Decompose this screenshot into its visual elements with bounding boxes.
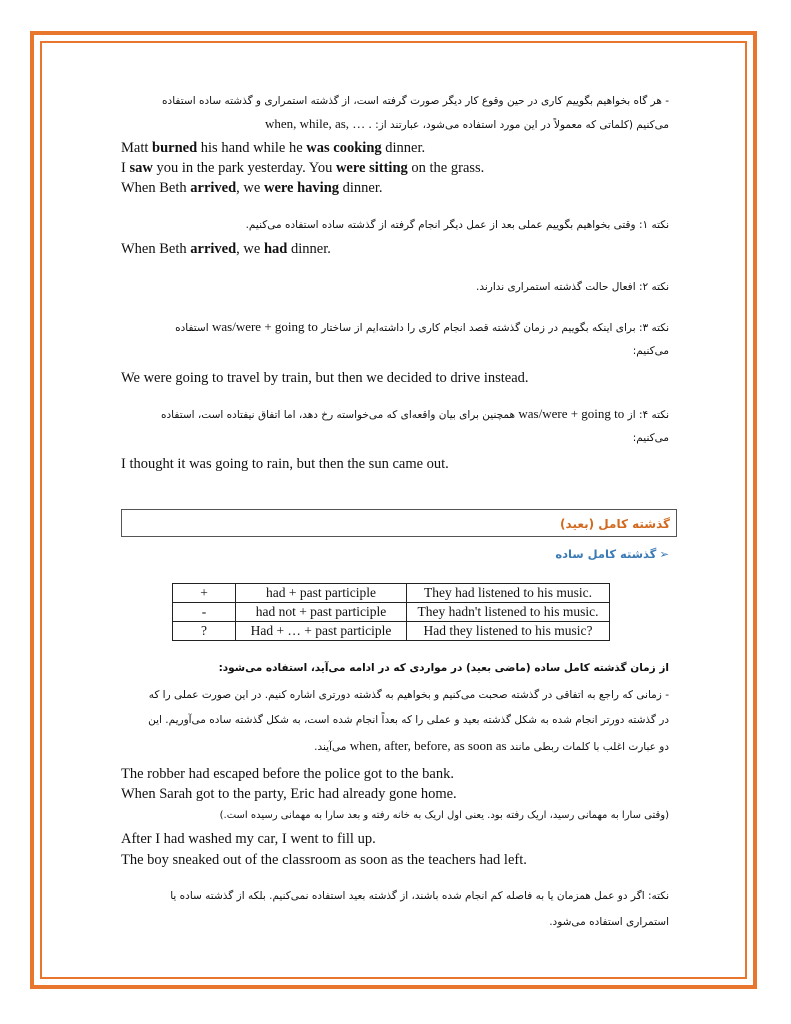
usage-heading: از زمان گذشته کامل ساده (ماضی بعید) در مواردی که در ادامه می‌آید، استفاده می‌شود: — [218, 662, 669, 674]
example-robber: The robber had escaped before the police got to the bank. — [121, 766, 454, 782]
table-cell-example: Had they listened to his music? — [407, 622, 610, 641]
note-4-line1: نکته ۴: از was/were + going to همچنین برای بیان واقعه‌ای که می‌خواسته رخ دهد، اما اتفاق نیفتاده است، استفاده — [161, 406, 669, 421]
table-row — [173, 603, 610, 622]
table-cell-sign: + — [173, 584, 236, 603]
note-line1: نکته: اگر دو عمل همزمان یا به فاصله کم انجام شده باشند، از گذشته بعید استفاده نمی‌کنیم. بلکه از گذشته ساده یا — [170, 890, 669, 902]
section-title: گذشته کامل (بعید) — [560, 517, 670, 531]
table-cell-form: Had + … + past participle — [236, 622, 407, 641]
table-row — [173, 584, 610, 603]
example-sarah-translation: (وقتی سارا به مهمانی رسید، اریک رفته بود. یعنی اول اریک به خانه رفته و بعد سارا به مهمانی رسیده است.) — [219, 810, 669, 821]
table-cell-sign: - — [173, 603, 236, 622]
grammar-table — [172, 583, 610, 641]
para1-line1: - هر گاه بخواهیم بگوییم کاری در حین وقوع کار دیگر صورت گرفته است، از گذشته استمراری و گذشته ساده استفاده — [162, 95, 669, 107]
table-cell-example: They had listened to his music. — [407, 584, 610, 603]
example-sarah: When Sarah got to the party, Eric had already gone home. — [121, 786, 457, 802]
note-3-example: We were going to travel by train, but then we decided to drive instead. — [121, 370, 529, 386]
example-sentence-1: Matt burned his hand while he was cooking dinner. — [121, 140, 426, 156]
note-4-line2: می‌کنیم: — [632, 432, 669, 444]
usage-line1: - زمانی که راجع به اتفاقی در گذشته صحبت می‌کنیم و بخواهیم به گذشته دورتری اشاره کنیم. در این صورت عملی را که — [148, 689, 669, 701]
table-cell-form: had + past participle — [236, 584, 407, 603]
usage-line2: در گذشته دورتر انجام شده به شکل گذشته بعید و عملی را که بعداً انجام شده است، به شکل گذشته ساده می‌آوریم. این — [148, 714, 669, 726]
table-cell-example: They hadn't listened to his music. — [407, 603, 610, 622]
check-arrow-icon: ➢ — [659, 547, 669, 561]
section-title-box — [121, 509, 677, 537]
section-subtitle: ➢گذشته کامل ساده — [555, 547, 669, 561]
note-1: نکته ۱: وقتی بخواهیم بگوییم عملی بعد از عمل دیگر انجام گرفته از گذشته ساده استفاده می‌کنیم. — [245, 219, 669, 231]
table-cell-sign: ? — [173, 622, 236, 641]
note-2: نکته ۲: افعال حالت گذشته استمراری ندارند. — [475, 281, 669, 293]
note-3-line2: می‌کنیم: — [632, 345, 669, 357]
example-sentence-3: When Beth arrived, we were having dinner. — [121, 180, 383, 196]
note-4-example: I thought it was going to rain, but then the sun came out. — [121, 456, 449, 472]
note-1-example: When Beth arrived, we had dinner. — [121, 241, 331, 257]
para1-line2: می‌کنیم (کلماتی که معمولاً در این مورد استفاده می‌شود، عبارتند از: when, while, as, … . — [264, 116, 669, 131]
example-car: After I had washed my car, I went to fill up. — [121, 831, 376, 847]
table-row — [173, 622, 610, 641]
example-sentence-2: I saw you in the park yesterday. You were sitting on the grass. — [121, 160, 485, 176]
usage-line3: دو عبارت اغلب با کلمات ربطی مانند when, after, before, as soon as می‌آیند. — [314, 738, 669, 753]
note-line2: استمراری استفاده می‌شود. — [549, 916, 669, 928]
example-boy: The boy sneaked out of the classroom as soon as the teachers had left. — [121, 852, 527, 868]
table-cell-form: had not + past participle — [236, 603, 407, 622]
note-3-line1: نکته ۳: برای اینکه بگوییم در زمان گذشته قصد انجام کاری را داشته‌ایم از ساختار was/were + going to استفاده — [175, 319, 669, 334]
